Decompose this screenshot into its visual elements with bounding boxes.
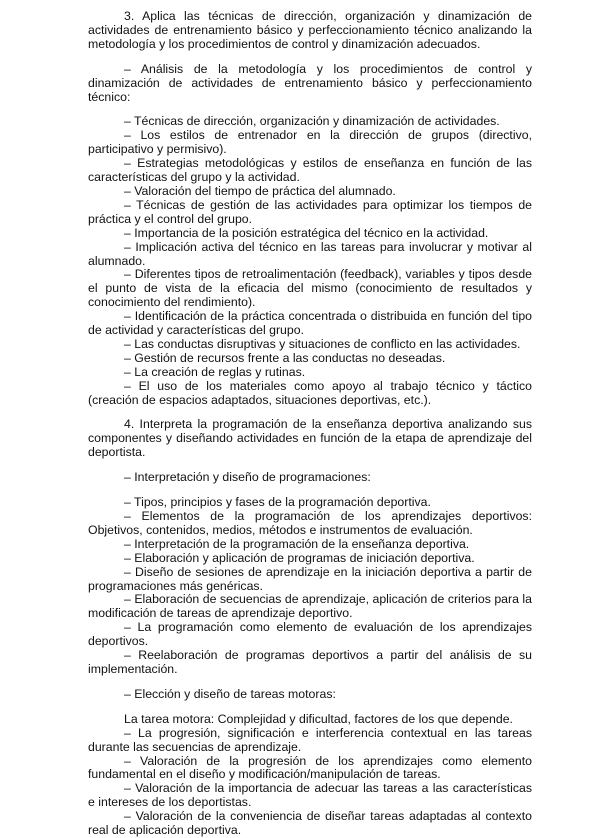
list-item: – Tipos, principios y fases de la programación deportiva.: [124, 495, 431, 510]
list-item: – La creación de reglas y rutinas.: [124, 364, 306, 379]
list-item: – La programación como elemento de evaluación de los aprendizajes deportivos.: [88, 620, 532, 649]
list-item: – Elaboración y aplicación de programas de iniciación deportiva.: [124, 550, 475, 565]
list-item: La tarea motora: Complejidad y dificultad, factores de los que depende.: [124, 711, 513, 726]
list-item: – Reelaboración de programas deportivos a partir del análisis de su implementación.: [88, 648, 532, 676]
list-item: – Técnicas de gestión de las actividades para optimizar los tiempos de práctica y el control del grupo.: [88, 197, 532, 226]
document-page: [88, 10, 532, 838]
list-item: – Técnicas de dirección, organización y dinamización de actividades.: [124, 114, 500, 129]
list-item: – Interpretación de la programación de la enseñanza deportiva.: [124, 536, 470, 551]
list-item: – Estrategias metodológicas y estilos de enseñanza en función de las características del grupo y la actividad.: [88, 156, 532, 185]
list-item: – Valoración de la importancia de adecuar las tareas a las características e intereses de los deportistas.: [88, 781, 532, 810]
list-item: – Las conductas disruptivas y situaciones de conflicto en las actividades.: [124, 336, 521, 351]
list-item: – Los estilos de entrenador en la dirección de grupos (directivo, participativo y permisivo).: [88, 128, 532, 157]
list-item: – La progresión, significación e interferencia contextual en las tareas durante las secuencias de aprendizaje.: [88, 725, 532, 754]
group-2-title: – Elección y diseño de tareas motoras:: [124, 686, 336, 701]
list-item: – Valoración del tiempo de práctica del alumnado.: [124, 183, 396, 198]
list-item: – Valoración de la conveniencia de diseñar tareas adaptadas al contexto real de aplicación deportiva.: [88, 809, 532, 838]
list-item: – Valoración de la progresión de los aprendizajes como elemento fundamental en el diseño y modificación/manipulación de tareas.: [88, 753, 532, 782]
section-3-heading: 3. Aplica las técnicas de dirección, organización y dinamización de actividades de entrenamiento básico y perfeccionamiento técnico analizando la metodología y los procedimientos de control y dinamización adecuados.: [88, 9, 532, 51]
list-item: – Elementos de la programación de los aprendizajes deportivos: Objetivos, contenidos, medios, métodos e instrumentos de evaluación.: [88, 509, 532, 537]
group-1-title: – Interpretación y diseño de programaciones:: [124, 470, 371, 485]
section-4-heading: 4. Interpreta la programación de la enseñanza deportiva analizando sus componentes y diseñando actividades en función de la etapa de aprendizaje del deportista.: [88, 417, 532, 460]
list-item: – Elaboración de secuencias de aprendizaje, aplicación de criterios para la modificación de tareas de aprendizaje deportivo.: [88, 592, 532, 621]
section-3-subheading: – Análisis de la metodología y los procedimientos de control y dinamización de actividades de entrenamiento básico y perfeccionamiento técnico:: [88, 61, 532, 104]
list-item: – Identificación de la práctica concentrada o distribuida en función del tipo de actividad y características del grupo.: [88, 309, 532, 338]
list-item: – Diferentes tipos de retroalimentación (feedback), variables y tipos desde el punto de vista de la eficacia del mismo (conocimiento de resultados y conocimiento del rendimiento).: [88, 267, 532, 310]
list-item: – Importancia de la posición estratégica del técnico en la actividad.: [124, 225, 489, 240]
list-item: – Gestión de recursos frente a las conductas no deseadas.: [124, 350, 446, 365]
list-item: – Implicación activa del técnico en las tareas para involucrar y motivar al alumnado.: [88, 239, 532, 268]
list-item: – Diseño de sesiones de aprendizaje en la iniciación deportiva a partir de programaciones más genéricas.: [88, 564, 532, 593]
list-item: – El uso de los materiales como apoyo al trabajo técnico y táctico (creación de espacios adaptados, situaciones deportivas, etc.).: [88, 378, 532, 407]
